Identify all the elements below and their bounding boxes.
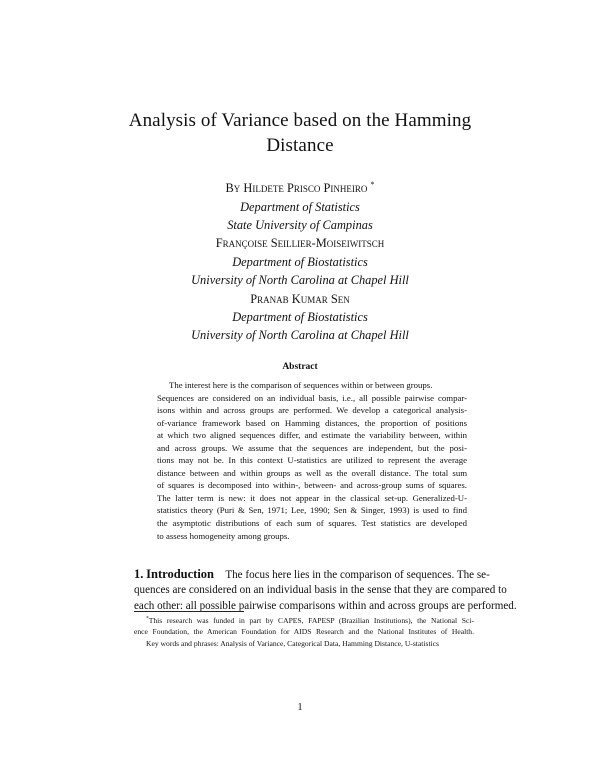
abstract-line: distance between and within groups as well as the overall distance. The total sum [157,467,467,478]
abstract-body [157,379,467,542]
author-3-name: Pranab Kumar Sen [250,291,350,306]
author-1-department: Department of Statistics [240,199,360,214]
section-number: 1. [134,567,144,581]
author-2-department: Department of Biostatistics [232,254,368,269]
abstract-line: of-variance framework based on Hamming distances, the proportion of positions [157,417,467,428]
introduction-text: The focus here lies in the comparison of sequences. The se- [225,569,490,581]
author-2-name: Françoise Seillier-Moiseiwitsch [215,236,385,251]
abstract-line: to assess homogeneity among groups. [157,530,290,541]
title-line-2: Distance [266,135,334,156]
author-block [100,176,500,345]
footnote-mark: * [146,615,149,622]
footnote [134,615,474,649]
abstract-line: The latter term is new: it does not appear in the classical set-up. Generalized-U- [157,492,467,503]
abstract-line: the asymptotic distributions of each sum of squares. Test statistics are developed [157,518,467,529]
footnote-line-2: ence Foundation, the American Foundation for AIDS Research and the National Institutes of Health. [134,627,474,637]
abstract-line: statistics theory (Puri & Sen, 1971; Lee, 1990; Sen & Singer, 1993) is used to find [157,505,467,516]
abstract-line: at which two aligned sequences differ, and estimate the variability between, within [157,430,467,441]
by-prefix: By [225,181,241,196]
paper-title [100,108,500,158]
abstract-line: of squares is decomposed into within-, between- and across-group sums of squares. [157,480,467,491]
title-line-1: Analysis of Variance based on the Hamming [128,110,472,131]
footnote-rule [134,611,244,612]
abstract-heading: Abstract [282,362,318,372]
author-1-institution: State University of Campinas [227,217,373,232]
introduction-line-2: quences are considered on an individual basis in the sense that they are compared to [134,584,507,596]
abstract-line: The interest here is the comparison of sequences within or between groups. [169,380,433,390]
author-1-name: Hildete Prisco Pinheiro [243,181,368,196]
page-number: 1 [297,702,303,713]
footnote-text: This research was funded in part by CAPES, FAPESP (Brazilian Institutions), the National Sci- [148,616,474,625]
abstract-line: isons within and across groups are performed. We develop a categorical analysis- [157,405,467,416]
author-1-line [100,176,500,198]
introduction-line-1 [134,566,490,582]
author-3-institution: University of North Carolina at Chapel Hill [191,328,409,343]
abstract-line: tions may not be. In this context U-statistics are utilized to represent the average [157,455,467,466]
author-1-footnote-mark: * [370,180,375,189]
footnote-line-1 [134,615,474,626]
abstract-line: Sequences are considered on an individual basis, i.e., all possible pairwise compar- [157,392,467,403]
section-title: Introduction [146,567,214,581]
keywords-line: Key words and phrases: Analysis of Variance, Categorical Data, Hamming Distance, U-statistics [146,638,439,648]
introduction-line-3: each other: all possible pairwise comparisons within and across groups are performed. [134,600,517,612]
author-3-department: Department of Biostatistics [232,309,368,324]
introduction-section [134,566,517,614]
author-2-institution: University of North Carolina at Chapel Hill [191,273,409,288]
abstract-line: and across groups. We assume that the sequences are independent, but the posi- [157,442,467,453]
